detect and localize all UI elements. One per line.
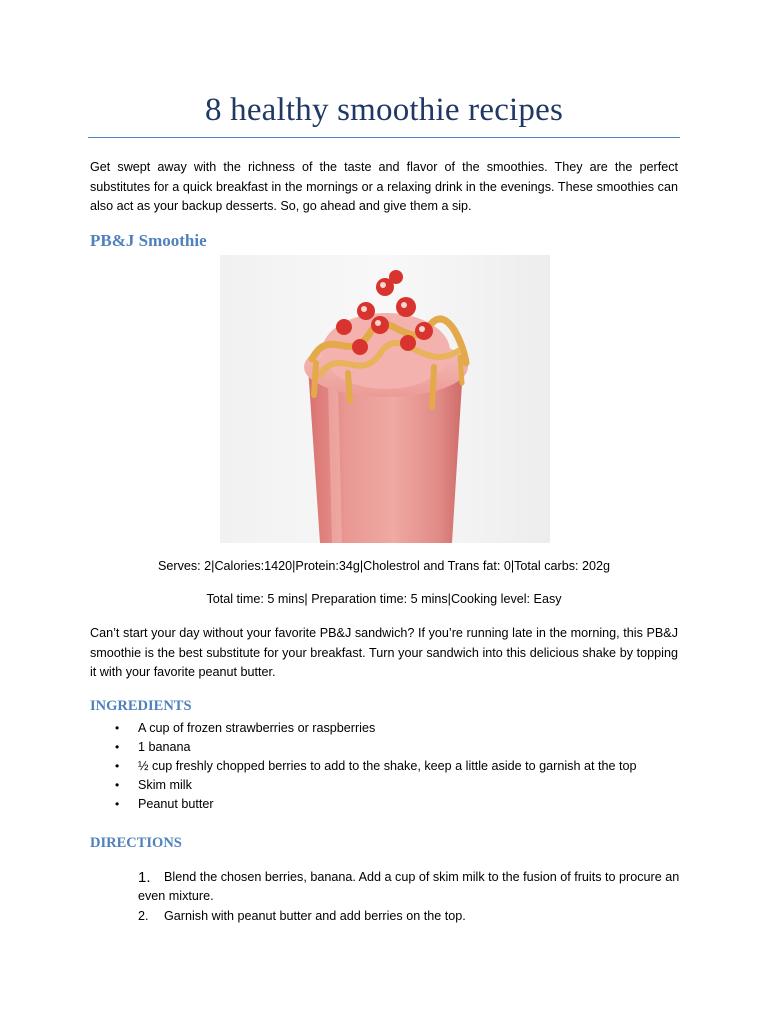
pbj-smoothie-photo bbox=[220, 255, 550, 543]
bullet-icon: • bbox=[115, 797, 120, 811]
directions-list bbox=[90, 868, 680, 927]
list-item bbox=[90, 907, 680, 926]
list-item bbox=[90, 738, 680, 757]
ingredient-text: Skim milk bbox=[138, 778, 192, 792]
ingredient-text: ½ cup freshly chopped berries to add to the shake, keep a little aside to garnish at the top bbox=[138, 759, 637, 773]
timing-info: Total time: 5 mins| Preparation time: 5 mins|Cooking level: Easy bbox=[206, 592, 562, 606]
list-item bbox=[90, 776, 680, 795]
step-number: 1. bbox=[138, 869, 151, 886]
bullet-icon: • bbox=[115, 740, 120, 754]
ingredient-text: Peanut butter bbox=[138, 797, 214, 811]
nutrition-info: Serves: 2|Calories:1420|Protein:34g|Cholestrol and Trans fat: 0|Total carbs: 202g bbox=[157, 559, 611, 573]
title-underline bbox=[88, 137, 680, 138]
page-title: 8 healthy smoothie recipes bbox=[204, 92, 564, 128]
bullet-icon: • bbox=[115, 759, 120, 773]
ingredients-list bbox=[90, 719, 680, 814]
list-item bbox=[90, 757, 680, 776]
bullet-icon: • bbox=[115, 778, 120, 792]
step-number: 2. bbox=[138, 909, 149, 923]
step-text: Garnish with peanut butter and add berries on the top. bbox=[164, 909, 466, 923]
list-item bbox=[90, 795, 680, 814]
recipe-heading: PB&J Smoothie bbox=[90, 231, 207, 250]
smoothie-illustration bbox=[220, 255, 550, 543]
list-item bbox=[90, 868, 680, 906]
list-item bbox=[90, 719, 680, 738]
bullet-icon: • bbox=[115, 721, 120, 735]
intro-paragraph: Get swept away with the richness of the taste and flavor of the smoothies. They are the perfect substitutes for a quick breakfast in the mornings or a relaxing drink in the evenings. These smoothies can also act as your backup desserts. So, go ahead and give them a sip. bbox=[90, 160, 678, 213]
ingredient-text: A cup of frozen strawberries or raspberries bbox=[138, 721, 376, 735]
ingredients-heading: INGREDIENTS bbox=[90, 698, 192, 714]
step-text: Blend the chosen berries, banana. Add a cup of skim milk to the fusion of fruits to procure an even mixture. bbox=[138, 870, 680, 903]
recipe-description: Can’t start your day without your favorite PB&J sandwich? If you’re running late in the morning, this PB&J smoothie is the best substitute for your breakfast. Turn your sandwich into this delicious shake by topping it with your favorite peanut butter. bbox=[90, 626, 678, 679]
directions-heading: DIRECTIONS bbox=[90, 835, 182, 851]
ingredient-text: 1 banana bbox=[138, 740, 191, 754]
